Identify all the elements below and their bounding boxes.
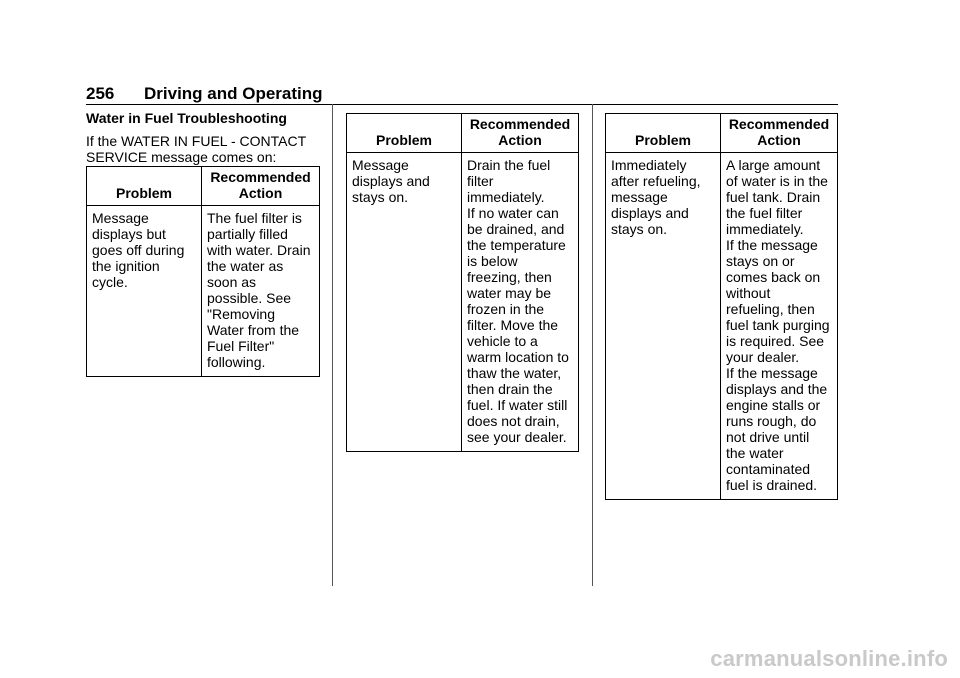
recommended-action-header: Recommended Action — [721, 114, 838, 153]
action-cell: Drain the fuel filter immediately. If no water can be drained, and the temperature is below freezing, then water may be frozen in the filter. Move the vehicle to a warm location to thaw the water, then drain the fuel. If water still does not drain, see your dealer. — [462, 153, 579, 452]
problem-header: Problem — [347, 114, 462, 153]
action-cell: A large amount of water is in the fuel tank. Drain the fuel filter immediately. If the message stays on or comes back on without refueling, then fuel tank purging is required. See your dealer. If the message displays and the engine stalls or runs rough, do not drive until the water contaminated fuel is drained. — [721, 153, 838, 500]
intro-paragraph: If the WATER IN FUEL - CONTACT SERVICE message comes on: — [86, 133, 306, 165]
column-divider-2 — [592, 104, 593, 586]
table-row — [606, 153, 838, 500]
problem-header: Problem — [606, 114, 721, 153]
page-header — [86, 84, 323, 104]
header-rule — [86, 104, 838, 105]
recommended-action-header: Recommended Action — [202, 167, 320, 206]
page-title: Driving and Operating — [144, 84, 323, 103]
problem-header: Problem — [87, 167, 202, 206]
recommended-action-header: Recommended Action — [462, 114, 579, 153]
page-number: 256 — [86, 84, 115, 103]
section-heading: Water in Fuel Troubleshooting — [86, 110, 287, 126]
problem-cell: Message displays but goes off during the ignition cycle. — [87, 206, 202, 377]
problem-cell: Immediately after refueling, message displays and stays on. — [606, 153, 721, 500]
problem-cell: Message displays and stays on. — [347, 153, 462, 452]
column-divider-1 — [332, 104, 333, 586]
troubleshooting-table-2 — [346, 113, 579, 452]
table-row — [87, 206, 320, 377]
table-row — [347, 153, 579, 452]
action-cell: The fuel filter is partially filled with water. Drain the water as soon as possible. See "Removing Water from the Fuel Filter" following. — [202, 206, 320, 377]
troubleshooting-table-1 — [86, 166, 320, 377]
watermark: carmanualsonline.info — [710, 646, 948, 671]
troubleshooting-table-3 — [605, 113, 838, 500]
